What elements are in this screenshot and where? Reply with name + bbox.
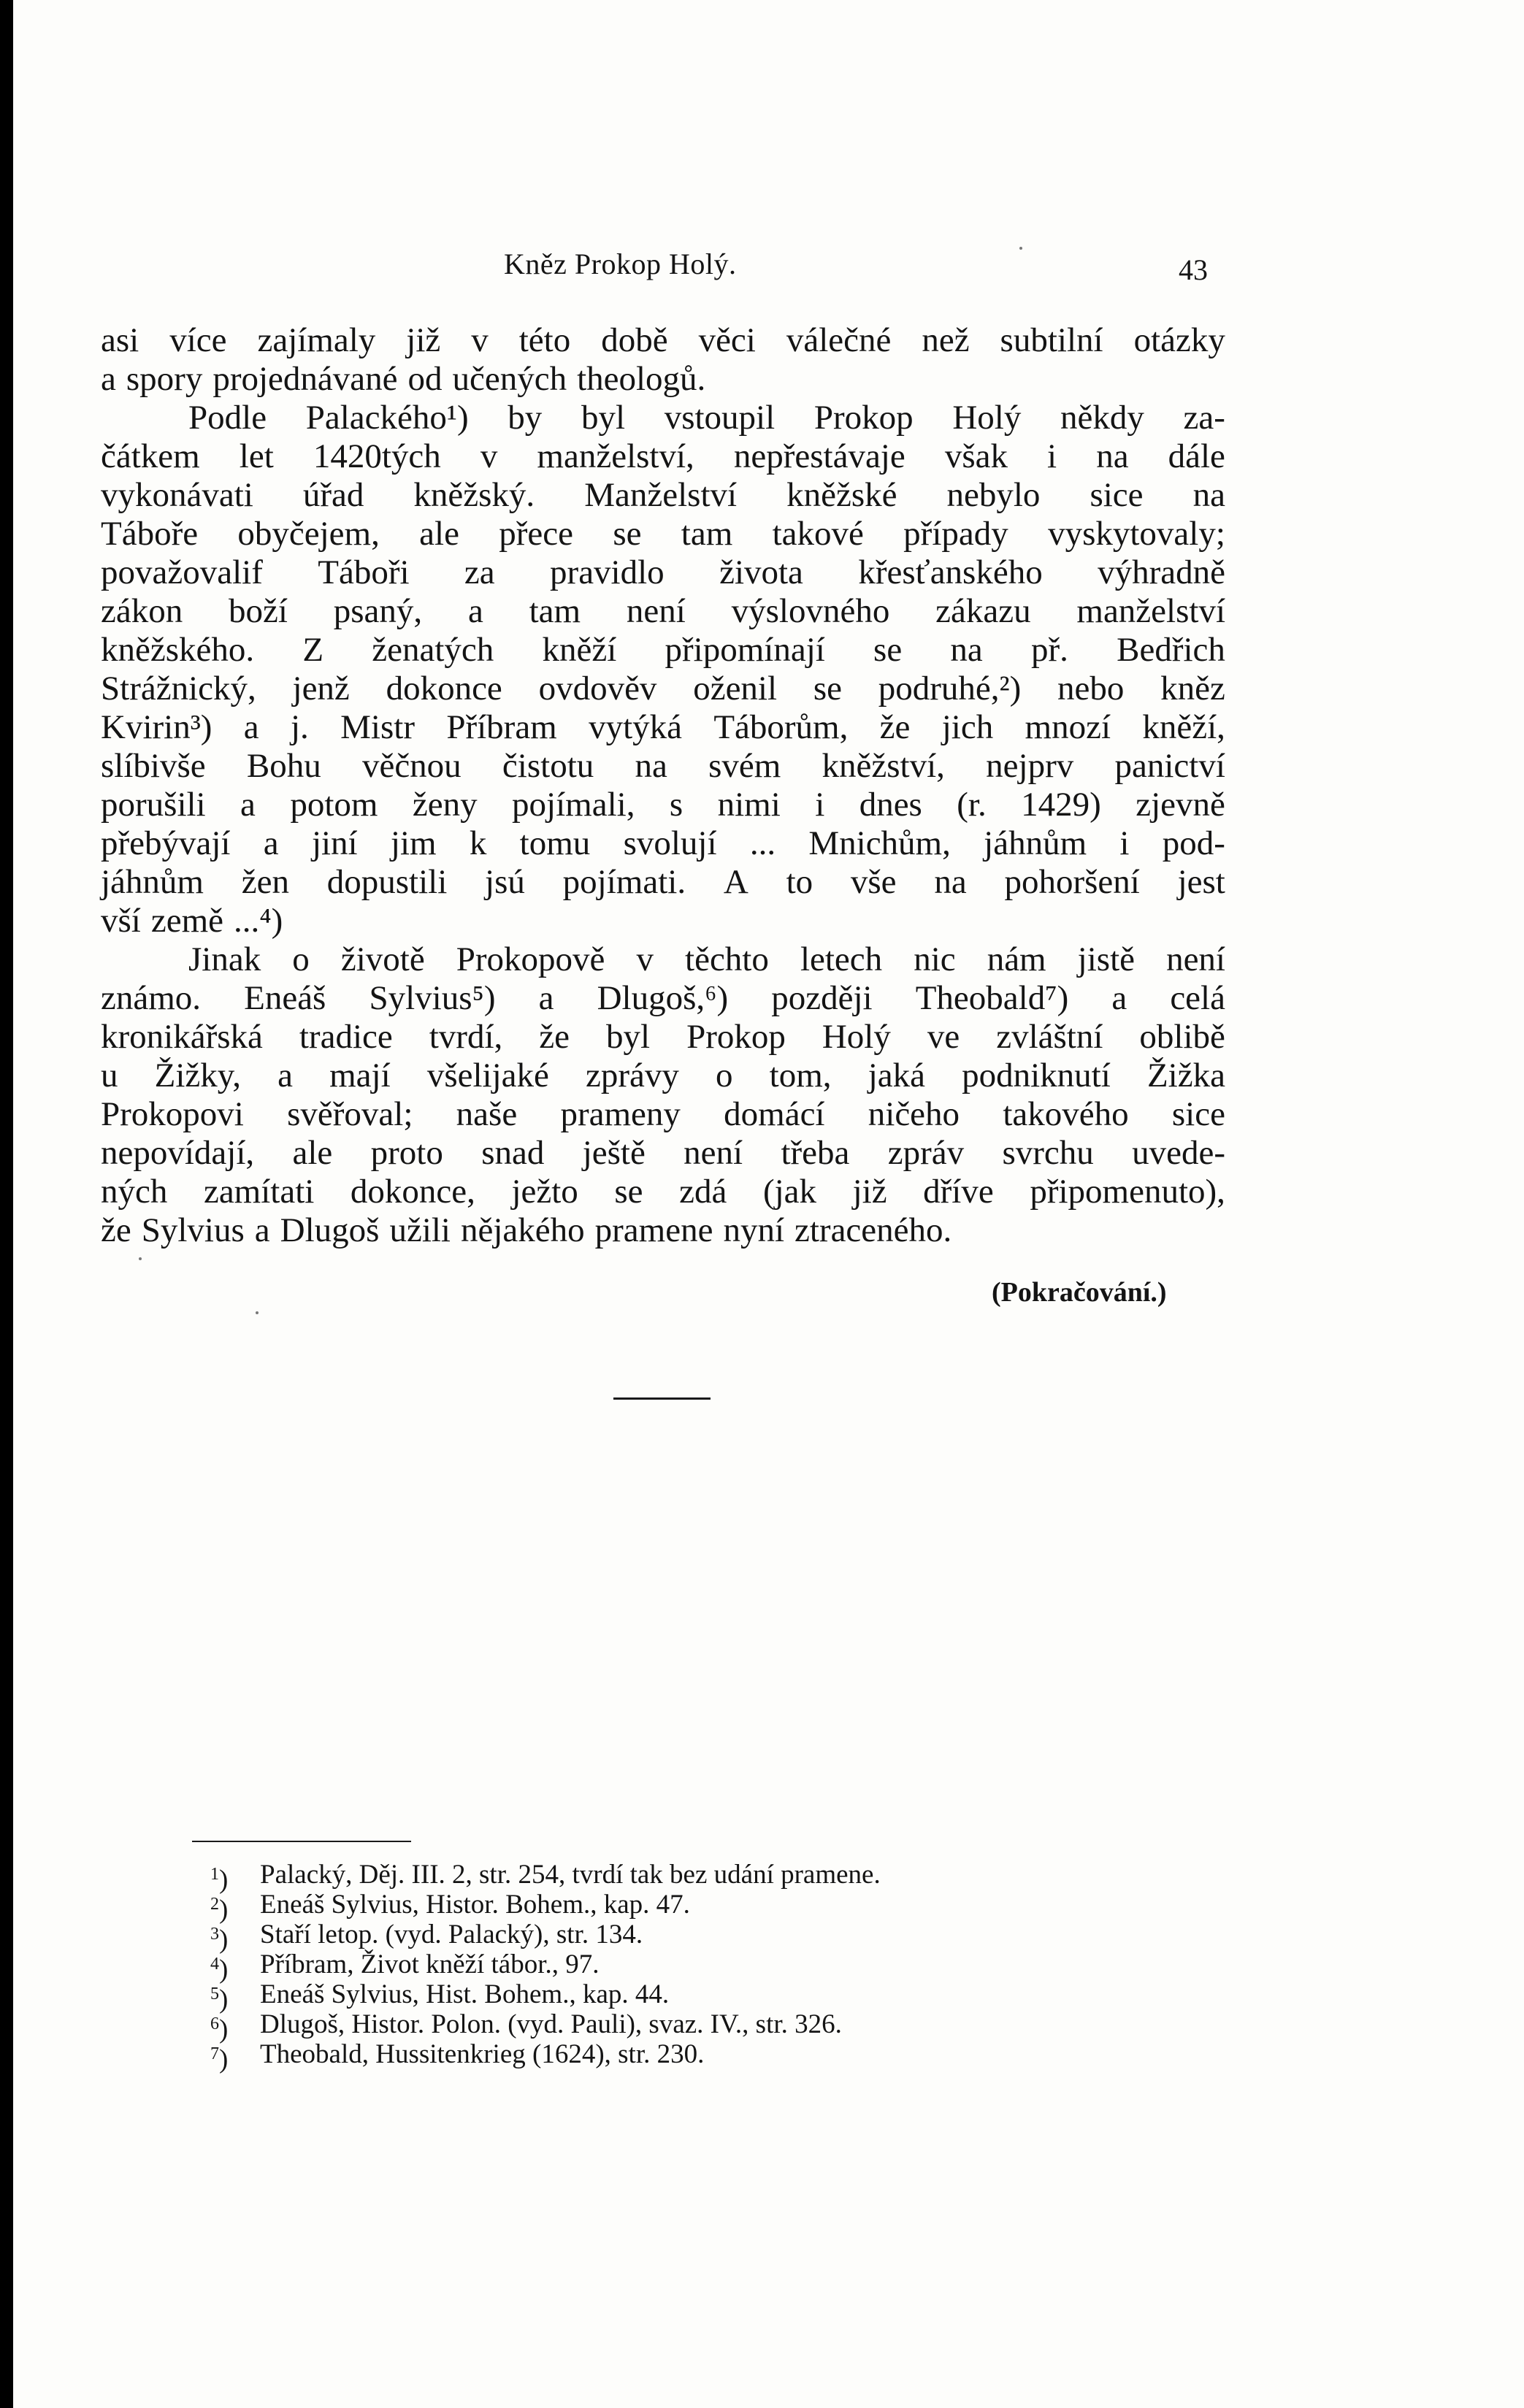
word: prameny: [560, 1095, 681, 1133]
text-line: [101, 1095, 1225, 1134]
word: žen: [241, 863, 289, 901]
word: čistotu: [502, 747, 594, 785]
footnote-text: Palacký, Děj. III. 2, str. 254, tvrdí tak bez udání pramene.: [260, 1860, 881, 1890]
word: není: [683, 1134, 743, 1172]
text-line: [101, 1173, 1225, 1211]
word: Bedřich: [1117, 631, 1225, 669]
word: Sylvius: [141, 1211, 245, 1249]
word: třeba: [781, 1134, 850, 1172]
footnote-mark: $^2$): [210, 1895, 229, 1925]
footnote-number: 7: [210, 2044, 219, 2063]
footnote-text: Příbram, Život kněží tábor., 97.: [260, 1949, 600, 1979]
word: pramene: [594, 1211, 713, 1249]
word: tvrdí,: [429, 1018, 503, 1056]
word: vytýká: [589, 708, 682, 746]
text-line: [101, 786, 1225, 824]
word: jáhnům: [101, 863, 204, 901]
word: oblibě: [1139, 1018, 1225, 1056]
footnote-number: 6: [210, 2014, 219, 2033]
word: již: [852, 1173, 887, 1211]
word: vše: [850, 863, 897, 901]
word: subtilní: [1000, 321, 1103, 359]
word: věčnou: [361, 747, 462, 785]
word: pravidlo: [550, 553, 665, 591]
word: Theobald⁷): [915, 979, 1069, 1017]
text-line: [101, 824, 1225, 863]
word: podruhé,²): [878, 670, 1022, 708]
word: domácí: [724, 1095, 825, 1133]
word: Prokopově: [456, 940, 605, 978]
word: snad: [481, 1134, 545, 1172]
word: a: [254, 1211, 270, 1249]
word: tomu: [519, 824, 591, 862]
word: Prokop: [813, 399, 914, 437]
word: ovdověv: [538, 670, 657, 708]
text-line: [101, 940, 1225, 979]
text-line: [101, 631, 1225, 670]
word: zjevně: [1136, 786, 1225, 824]
word: byl: [606, 1018, 651, 1056]
word: oženil: [693, 670, 778, 708]
footnote: [210, 1890, 1233, 1925]
word: se: [613, 515, 642, 553]
word: dokonce,: [350, 1173, 475, 1211]
word: spory: [126, 360, 203, 398]
footnote: [210, 2039, 1233, 2074]
word: vší: [101, 902, 141, 940]
word: Kvirin³): [101, 708, 212, 746]
word: Příbram: [446, 708, 557, 746]
word: kněží,: [1142, 708, 1225, 746]
footnote-text: Eneáš Sylvius, Histor. Bohem., kap. 47.: [260, 1890, 690, 1920]
page-header: [13, 247, 1524, 291]
word: jsú: [485, 863, 525, 901]
word: jistě: [1077, 940, 1135, 978]
word: jest: [1177, 863, 1225, 901]
text-line: [101, 747, 1225, 786]
footnote-text: Eneáš Sylvius, Hist. Bohem., kap. 44.: [260, 1979, 670, 2009]
word: a: [263, 824, 279, 862]
word: vyskytovaly;: [1048, 515, 1225, 553]
footnote-number: 1: [210, 1865, 219, 1884]
word: že: [539, 1018, 570, 1056]
word: a: [243, 708, 259, 746]
word: Mnichům,: [808, 824, 951, 862]
word: manželství,: [537, 437, 694, 475]
word: a: [240, 786, 256, 824]
word: na: [950, 631, 983, 669]
word: Dlugoš: [280, 1211, 380, 1249]
word: této: [518, 321, 571, 359]
word: takové: [772, 515, 864, 553]
text-line: [101, 553, 1225, 592]
word: ale: [419, 515, 459, 553]
word: k: [469, 824, 487, 862]
footnote: [210, 1979, 1233, 2014]
word: by: [508, 399, 543, 437]
word: 1429): [1021, 786, 1101, 824]
word: že: [101, 1211, 131, 1249]
word: let: [239, 437, 274, 475]
word: než: [922, 321, 970, 359]
word: s: [669, 786, 683, 824]
word: později: [771, 979, 873, 1017]
word: však: [944, 437, 1008, 475]
word: Sylvius⁵): [369, 979, 496, 1017]
word: Eneáš: [244, 979, 326, 1017]
word: nyní: [723, 1211, 784, 1249]
word: otázky: [1133, 321, 1225, 359]
footnotes: [210, 1860, 1233, 2074]
word: Táborům,: [713, 708, 849, 746]
word: válečné: [786, 321, 892, 359]
text-line: [101, 902, 1225, 940]
text-line: [101, 515, 1225, 553]
word: ných: [101, 1173, 168, 1211]
word: země: [150, 902, 223, 940]
word: již: [406, 321, 441, 359]
word: všelijaké: [426, 1057, 549, 1094]
word: potom: [290, 786, 378, 824]
word: nejprv: [986, 747, 1074, 785]
word: na: [1192, 476, 1225, 514]
word: dokonce: [386, 670, 502, 708]
word: považovalif: [101, 553, 263, 591]
word: zákazu: [935, 592, 1031, 630]
word: svolují: [623, 824, 717, 862]
footnote-mark: $^7$): [210, 2044, 229, 2074]
word: Holý: [952, 399, 1022, 437]
word: dnes: [859, 786, 922, 824]
text-line: [101, 708, 1225, 747]
word: Dlugoš,⁶): [597, 979, 729, 1017]
footnote-mark: $^5$): [210, 1985, 229, 2014]
footnote-text: Theobald, Hussitenkrieg (1624), str. 230.: [260, 2039, 705, 2069]
word: případy: [903, 515, 1008, 553]
word: proto: [370, 1134, 443, 1172]
word: jiní: [311, 824, 358, 862]
word: nebylo: [946, 476, 1041, 514]
word: 1420tých: [313, 437, 441, 475]
word: zprávy: [586, 1057, 679, 1094]
word: v: [471, 321, 489, 359]
footnote: [210, 2009, 1233, 2044]
text-line: [101, 592, 1225, 631]
word: a: [538, 979, 554, 1017]
word: ženatých: [372, 631, 494, 669]
word: tam: [681, 515, 733, 553]
word: a: [1111, 979, 1127, 1017]
footnote-mark: $^3$): [210, 1925, 229, 1955]
word: ...⁴): [234, 902, 283, 940]
word: letech: [800, 940, 883, 978]
word: Prokop: [686, 1018, 786, 1056]
word: vstoupil: [664, 399, 776, 437]
word: Žižka: [1146, 1057, 1225, 1094]
book-page: [13, 0, 1524, 2408]
word: (r.: [957, 786, 987, 824]
footnote-number: 2: [210, 1895, 219, 1914]
word: výhradně: [1098, 553, 1225, 591]
word: nepovídají,: [101, 1134, 255, 1172]
word: Palackého¹): [305, 399, 469, 437]
word: Manželství: [584, 476, 738, 514]
word: slíbivše: [101, 747, 206, 785]
word: zvláštní: [996, 1018, 1103, 1056]
word: panictví: [1114, 747, 1225, 785]
text-line: [101, 670, 1225, 708]
word: jáhnům: [984, 824, 1087, 862]
running-title: Kněz Prokop Holý.: [504, 248, 737, 280]
word: pojímali,: [512, 786, 635, 824]
word: j.: [290, 708, 309, 746]
section-separator: [613, 1397, 711, 1400]
word: se: [813, 670, 842, 708]
footnote-mark: $^1$): [210, 1865, 229, 1895]
word: Táboře: [101, 515, 199, 553]
word: ženy: [412, 786, 478, 824]
word: jim: [390, 824, 437, 862]
word: zákon: [101, 592, 183, 630]
word: není: [626, 592, 686, 630]
word: mnozí: [1025, 708, 1111, 746]
word: tradice: [299, 1018, 393, 1056]
print-speck: [139, 1257, 142, 1260]
word: svrchu: [1002, 1134, 1094, 1172]
word: i: [815, 786, 825, 824]
word: nic: [914, 940, 956, 978]
word: theologů.: [577, 360, 706, 398]
word: nám: [987, 940, 1046, 978]
word: křesťanského: [858, 553, 1043, 591]
word: ještě: [582, 1134, 646, 1172]
word: úřad: [302, 476, 364, 514]
footnote-rule: [192, 1841, 411, 1842]
word: i: [1119, 824, 1130, 862]
word: kronikářská: [101, 1018, 263, 1056]
word: Prokopovi: [101, 1095, 244, 1133]
word: životě: [340, 940, 425, 978]
word: v: [480, 437, 498, 475]
word: sice: [1171, 1095, 1225, 1133]
text-line: [101, 1211, 1225, 1250]
word: pojímati.: [562, 863, 686, 901]
word: někdy: [1060, 399, 1144, 437]
word: vykonávati: [101, 476, 253, 514]
word: nebo: [1057, 670, 1125, 708]
word: zpráv: [887, 1134, 965, 1172]
word: o: [292, 940, 310, 978]
word: užili: [389, 1211, 451, 1249]
word: výslovného: [731, 592, 890, 630]
word: manželství: [1076, 592, 1225, 630]
body-text: [101, 321, 1225, 1250]
word: připomenuto),: [1030, 1173, 1225, 1211]
word: čátkem: [101, 437, 200, 475]
word: a: [467, 592, 483, 630]
text-line: [101, 1057, 1225, 1095]
word: kněžství,: [822, 747, 945, 785]
word: asi: [101, 321, 139, 359]
word: byl: [581, 399, 626, 437]
word: boží: [229, 592, 288, 630]
word: ježto: [511, 1173, 578, 1211]
word: ...: [749, 824, 776, 862]
word: i: [1047, 437, 1057, 475]
text-line: [101, 863, 1225, 902]
word: za: [464, 553, 495, 591]
word: ztraceného.: [794, 1211, 952, 1249]
word: věci: [698, 321, 756, 359]
word: Z: [302, 631, 324, 669]
word: to: [786, 863, 813, 901]
word: dále: [1168, 437, 1225, 475]
word: těchto: [685, 940, 769, 978]
continuation-note: (Pokračování.): [992, 1277, 1167, 1308]
word: zajímaly: [257, 321, 376, 359]
word: jich: [941, 708, 994, 746]
word: svém: [708, 747, 781, 785]
word: př.: [1031, 631, 1068, 669]
word: a: [277, 1057, 293, 1094]
word: naše: [456, 1095, 518, 1133]
word: není: [1166, 940, 1225, 978]
print-speck: [1019, 247, 1022, 250]
word: Holý: [822, 1018, 891, 1056]
word: takového: [1003, 1095, 1129, 1133]
word: přebývají: [101, 824, 231, 862]
word: Jinak: [188, 940, 261, 978]
word: na: [1096, 437, 1129, 475]
text-line: [101, 321, 1225, 360]
footnote-mark: $^4$): [210, 1955, 229, 1985]
text-line: [101, 979, 1225, 1018]
text-line: [101, 1134, 1225, 1173]
word: celá: [1170, 979, 1225, 1017]
word: se: [873, 631, 903, 669]
footnote-number: 5: [210, 1985, 219, 2004]
footnote-number: 4: [210, 1955, 219, 1974]
word: Táboři: [318, 553, 410, 591]
word: života: [719, 553, 803, 591]
word: Strážnický,: [101, 670, 256, 708]
word: porušili: [101, 786, 206, 824]
word: nepřestávaje: [733, 437, 905, 475]
word: jenž: [292, 670, 350, 708]
word: a: [101, 360, 116, 398]
footnote-number: 3: [210, 1925, 219, 1944]
word: nějakého: [461, 1211, 585, 1249]
word: od: [407, 360, 443, 398]
text-line: [101, 360, 1225, 399]
footnote: [210, 1860, 1233, 1895]
word: Bohu: [246, 747, 321, 785]
word: pod-: [1162, 824, 1225, 862]
text-line: [101, 1018, 1225, 1057]
word: uvede-: [1132, 1134, 1225, 1172]
text-line: [101, 476, 1225, 515]
page-number: 43: [1179, 253, 1208, 286]
word: Mistr: [340, 708, 415, 746]
word: ale: [292, 1134, 333, 1172]
word: nimi: [717, 786, 781, 824]
word: v: [636, 940, 654, 978]
word: připomínají: [665, 631, 825, 669]
word: na: [934, 863, 967, 901]
word: pohoršení: [1004, 863, 1140, 901]
word: se: [614, 1173, 643, 1211]
word: dopustili: [326, 863, 448, 901]
word: zdá: [679, 1173, 727, 1211]
footnote: [210, 1920, 1233, 1955]
print-speck: [256, 1311, 259, 1314]
word: obyčejem,: [237, 515, 380, 553]
word: více: [169, 321, 227, 359]
word: u: [101, 1057, 118, 1094]
footnote-mark: $^6$): [210, 2014, 229, 2044]
word: době: [601, 321, 668, 359]
word: jaká: [868, 1057, 925, 1094]
word: kněží: [542, 631, 617, 669]
word: psaný,: [333, 592, 423, 630]
word: kněžského.: [101, 631, 255, 669]
word: známo.: [101, 979, 202, 1017]
word: mají: [329, 1057, 391, 1094]
word: o: [716, 1057, 733, 1094]
word: učených: [452, 360, 567, 398]
text-line: [101, 399, 1225, 437]
footnote-text: Dlugoš, Histor. Polon. (vyd. Pauli), svaz. IV., str. 326.: [260, 2009, 842, 2039]
footnote: [210, 1949, 1233, 1985]
word: projednávané: [212, 360, 398, 398]
word: tom,: [769, 1057, 832, 1094]
word: Žižky,: [154, 1057, 241, 1094]
word: tam: [529, 592, 581, 630]
word: že: [879, 708, 911, 746]
word: přece: [499, 515, 573, 553]
word: na: [635, 747, 667, 785]
word: (jak: [762, 1173, 817, 1211]
word: zamítati: [203, 1173, 315, 1211]
text-line: [101, 437, 1225, 476]
word: kněžské: [786, 476, 897, 514]
word: podniknutí: [962, 1057, 1111, 1094]
word: A: [723, 863, 748, 901]
word: sice: [1090, 476, 1144, 514]
word: ve: [927, 1018, 960, 1056]
word: Podle: [188, 399, 267, 437]
footnote-text: Staří letop. (vyd. Palacký), str. 134.: [260, 1920, 643, 1949]
word: kněz: [1160, 670, 1225, 708]
word: kněžský.: [413, 476, 535, 514]
word: svěřoval;: [287, 1095, 413, 1133]
word: dříve: [923, 1173, 994, 1211]
word: ničeho: [868, 1095, 960, 1133]
word: za-: [1183, 399, 1225, 437]
